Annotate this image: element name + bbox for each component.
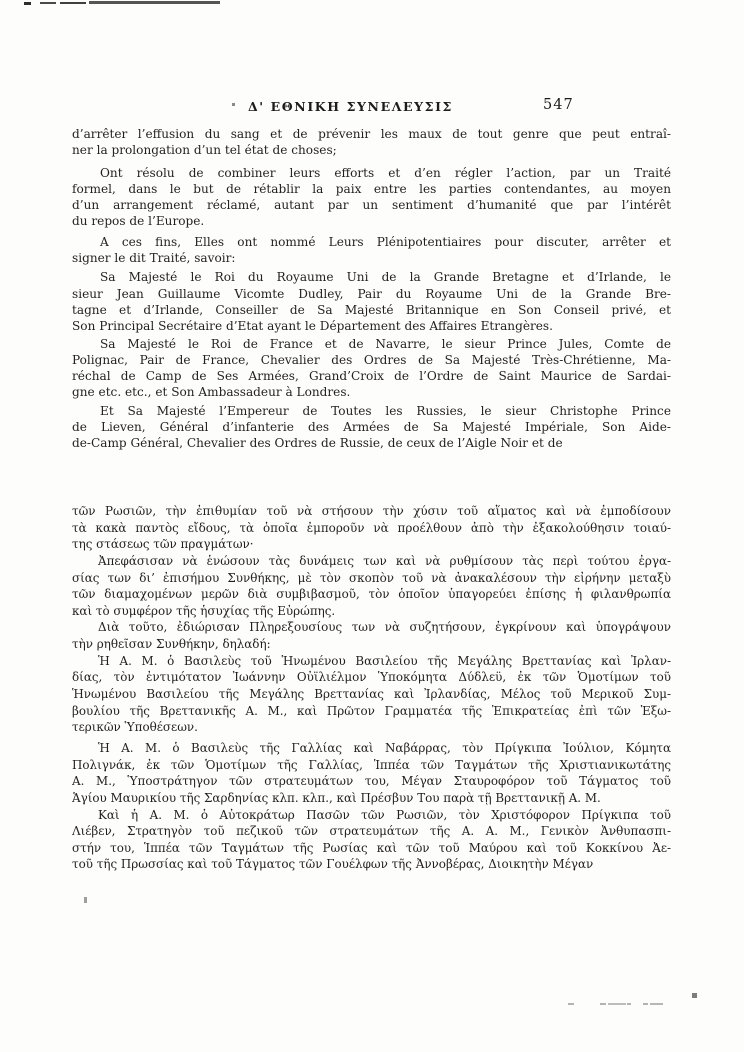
text-line: du repos de l’Europe.	[72, 214, 205, 229]
scan-artifact	[627, 1003, 631, 1005]
text-line: d’un arrangement réclamé, autant par un sentiment d’humanité que par l’intérêt	[72, 198, 671, 213]
text-line: formel, dans le but de rétablir la paix entre les parties contendantes, au moyen	[72, 181, 671, 196]
text-line: Et Sa Majesté l’Empereur de Toutes les Russies, le sieur Christophe Prince	[100, 403, 671, 418]
text-line: gne etc. etc., et Son Ambassadeur à Londres.	[72, 385, 351, 400]
paragraph	[72, 807, 671, 874]
greek-text-section	[72, 503, 671, 873]
scan-artifact	[600, 1003, 606, 1005]
text-line: ner la prolongation d’un tel état de choses;	[72, 143, 337, 158]
paragraph	[72, 165, 671, 230]
text-line: Διὰ τοῦτο, ἐδιώρισαν Πληρεξουσίους των νὰ συζητήσουν, ἐγκρίνουν καὶ ὑπογράψουν	[98, 620, 671, 635]
text-line: στήν του, Ἱππέα τῶν Ταγμάτων τῆς Ρωσίας καὶ τῶν τοῦ Μαύρου καὶ τοῦ Κοκκίνου Ἀε-	[72, 840, 671, 855]
text-line: βουλίου τῆς Βρεττανικῆς Α. Μ., καὶ Πρῶτον Γραμματέα τῆς Ἐπικρατείας ἐπὶ τῶν Ἐξω-	[72, 703, 671, 718]
scan-artifact	[643, 1003, 648, 1005]
text-line: καὶ τὸ συμφέρον τῆς ἡσυχίας τῆς Εὐρώπης.	[72, 603, 336, 618]
text-line: d’arrêter l’effusion du sang et de prévenir les maux de tout genre que peut entraî-	[72, 127, 671, 141]
text-line: signer le dit Traité, savoir:	[72, 251, 236, 266]
page-header	[72, 99, 671, 119]
paragraph	[72, 619, 671, 652]
text-line: Ἡ Α. Μ. ὁ Βασιλεὺς τοῦ Ἡνωμένου Βασιλείου τῆς Μεγάλης Βρεττανίας καὶ Ἰρλαν-	[98, 653, 671, 668]
scan-artifact	[84, 897, 87, 903]
text-line: Α. Μ., Ὑποστράτηγον τῶν στρατευμάτων του, Μέγαν Σταυροφόρον τοῦ Τάγματος τοῦ	[72, 774, 671, 789]
paragraph	[72, 653, 671, 736]
text-line: tagne et d’Irlande, Conseiller de Sa Majesté Britannique en Son Conseil privé, et	[72, 302, 671, 317]
text-line: réchal de Camp de Ses Armées, Grand’Croix de l’Ordre de Saint Maurice de Sardai-	[72, 369, 671, 384]
paragraph	[72, 740, 671, 807]
scan-artifact	[692, 993, 697, 998]
text-line: τῶν Ρωσιῶν, τὴν ἐπιθυμίαν τοῦ νὰ στήσουν τὴν χύσιν τοῦ αἵματος καὶ νὰ ἐμποδίσουν	[72, 504, 671, 518]
text-line: Ont résolu de combiner leurs efforts et d’en régler l’action, par un Traité	[100, 165, 671, 180]
text-line: τοῦ τῆς Πρωσσίας καὶ τοῦ Τάγματος τῶν Γουέλφων τῆς Ἀννοβέρας, Διοικητὴν Μέγαν	[72, 857, 594, 872]
paragraph	[72, 553, 671, 620]
text-line: Ἡνωμένου Βασιλείου τῆς Μεγάλης Βρεττανίας καὶ Ἰρλανδίας, Μέλος τοῦ Μερικοῦ Συμ-	[72, 687, 671, 702]
text-line: Sa Majesté le Roi du Royaume Uni de la Grande Bretagne et d’Irlande, le	[100, 270, 671, 285]
paragraph	[72, 269, 671, 334]
scan-artifact	[568, 1003, 574, 1005]
text-line: Polignac, Pair de France, Chevalier des Ordres de Sa Majesté Très-Chrétienne, Ma-	[72, 352, 671, 367]
scan-artifact	[40, 2, 56, 4]
text-line: Sa Majesté le Roi de France et de Navarre, le sieur Prince Jules, Comte de	[100, 336, 671, 351]
paragraph	[72, 403, 671, 452]
text-line: Πολιγνάκ, ἐκ τῶν Ὁμοτίμων τῆς Γαλλίας, Ἱππέα τῶν Ταγμάτων τῆς Χριστιανικωτάτης	[72, 757, 671, 772]
text-line: σίας των δι’ ἐπισήμου Συνθήκης, μὲ τὸν σκοπὸν τοῦ νὰ ἀνακαλέσουν τὴν εἰρήνην μεταξὺ	[72, 570, 671, 585]
scan-artifact	[608, 1003, 626, 1005]
paragraph	[72, 336, 671, 401]
text-line: Son Principal Secrétaire d’Etat ayant le Département des Affaires Etrangères.	[72, 319, 553, 334]
paragraph	[72, 126, 671, 159]
text-line: τερικῶν Ὑποθέσεων.	[72, 720, 198, 735]
text-line: Ἁγίου Μαυρικίου τῆς Σαρδηνίας κλπ. κλπ., καὶ Πρέσβυν Του παρὰ τῇ Βρεττανικῇ Α. Μ.	[72, 790, 601, 805]
text-line: Ἡ Α. Μ. ὁ Βασιλεὺς τῆς Γαλλίας καὶ Ναβάρρας, τὸν Πρίγκιπα Ἰούλιον, Κόμητα	[98, 740, 671, 755]
scan-artifact	[60, 2, 86, 4]
text-line: Ἀπεφάσισαν νὰ ἑνώσουν τὰς δυνάμεις των καὶ νὰ ρυθμίσουν τὰς περὶ τούτου ἐργα-	[98, 553, 671, 568]
text-line: δίας, τὸν ἐντιμότατον Ἰωάννην Οὐϊλιέλμον Ὑποκόμητα Δύδλεϋ, ἐκ τῶν Ὁμοτίμων τοῦ	[72, 670, 671, 685]
french-text-section	[72, 126, 671, 452]
text-line: τὰ κακὰ παντὸς εἴδους, τὰ ὁποῖα ἐμποροῦν νὰ προέλθουν ἀπὸ τὴν ἐξακολούθησιν τοιαύ-	[72, 520, 671, 535]
text-line: de Lieven, Général d’infanterie des Armées de Sa Majesté Impériale, Son Aide-	[72, 420, 671, 435]
text-line: τῶν διαμαχομένων μερῶν διὰ συμβιβασμοῦ, τὸν ὁποῖον ὑπαγορεύει ἐπίσης ἡ φιλανθρωπία	[72, 587, 671, 602]
text-line: Καὶ ἡ Α. Μ. ὁ Αὐτοκράτωρ Πασῶν τῶν Ρωσιῶν, τὸν Χριστόφορον Πρίγκιπα τοῦ	[98, 807, 671, 822]
text-line: A ces fins, Elles ont nommé Leurs Plénipotentiaires pour discuter, arrêter et	[100, 234, 671, 249]
text-line: sieur Jean Guillaume Vicomte Dudley, Pair du Royaume Uni de la Grande Bre-	[72, 286, 671, 301]
scan-artifact	[89, 1, 220, 4]
text-line: de-Camp Général, Chevalier des Ordres de Russie, de ceux de l’Aigle Noir et de	[72, 436, 563, 451]
text-line: της στάσεως τῶν πραγμάτων·	[72, 537, 254, 552]
paragraph	[72, 503, 671, 553]
text-line: τὴν ρηθεῖσαν Συνθήκην, δηλαδή:	[72, 637, 271, 652]
paragraph	[72, 234, 671, 267]
running-title: Δ' ΕΘΝΙΚΗ ΣΥΝΕΛΕΥΣΙΣ	[248, 99, 453, 114]
scan-artifact	[650, 1003, 663, 1005]
text-line: Λιέβεν, Στρατηγὸν τοῦ πεζικοῦ τῶν στρατευμάτων τῆς Α. Α. Μ., Γενικὸν Ἀνθυπασπι-	[72, 824, 671, 839]
scan-artifact	[24, 2, 31, 5]
page-number: 547	[543, 97, 574, 113]
